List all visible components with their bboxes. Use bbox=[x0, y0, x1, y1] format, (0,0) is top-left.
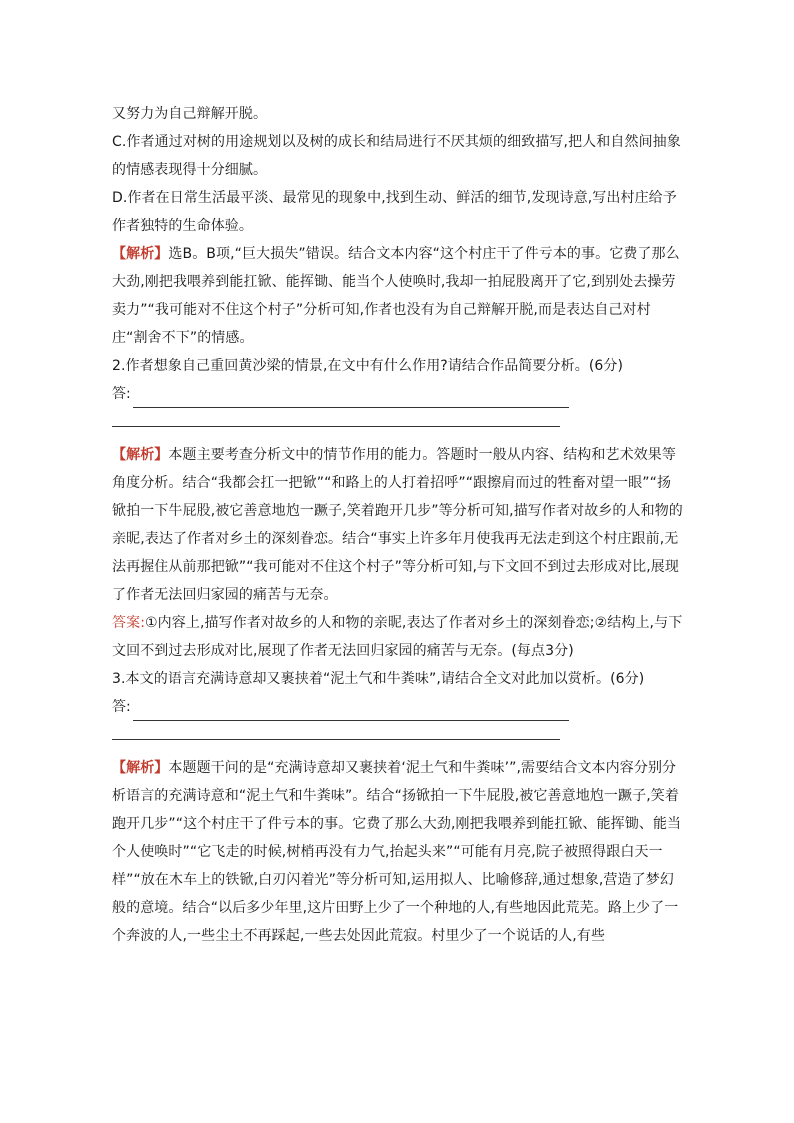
answer-input-line[interactable] bbox=[133, 389, 569, 408]
answer-input-line[interactable] bbox=[112, 739, 560, 740]
question-2: 2.作者想象自己重回黄沙梁的情景,在文中有什么作用?请结合作品简要分析。(6分) bbox=[112, 358, 624, 374]
answer-input-line[interactable] bbox=[112, 426, 560, 427]
answer-line-2 bbox=[112, 380, 684, 408]
answer-text: ①内容上,描写作者对故乡的人和物的亲昵,表达了作者对乡土的深刻眷恋;②结构上,与下文回不到过去形成对比,展现了作者无法回归家园的痛苦与无奈。(每点3分) bbox=[112, 615, 683, 659]
option-c: C.作者通过对树的用途规划以及树的成长和结局进行不厌其烦的细致描写,把人和自然间抽象的情感表现得十分细腻。 bbox=[112, 134, 681, 178]
analysis-3 bbox=[112, 754, 684, 950]
option-d: D.作者在日常生活最平淡、最常见的现象中,找到生动、鲜活的细节,发现诗意,写出村庄给予作者独特的生命体验。 bbox=[112, 190, 677, 234]
analysis-text: 本题主要考查分析文中的情节作用的能力。答题时一般从内容、结构和艺术效果等角度分析。结合“我都会扛一把锨”“和路上的人打着招呼”“跟擦肩而过的牲畜对望一眼”“扬锨拍一下牛屁股,被它善意地尥一蹶子,笑着跑开几步”等分析可知,描写作者对故乡的人和物的亲昵,表达了作者对乡土的深刻眷恋。结合“事实上许多年月使我再无法走到这个村庄跟前,无法再握住从前那把锨”“我可能对不住这个村子”等分析可知,与下文回不到过去形成对比,展现了作者无法回归家园的痛苦与无奈。 bbox=[112, 447, 683, 603]
analysis-2 bbox=[112, 441, 684, 609]
answer-2 bbox=[112, 609, 684, 665]
answer-line-3 bbox=[112, 693, 684, 721]
analysis-tag: 【解析】 bbox=[112, 760, 169, 776]
answer-input-line[interactable] bbox=[133, 702, 569, 721]
answer-prefix: 答: bbox=[112, 699, 131, 715]
analysis-tag: 【解析】 bbox=[112, 447, 169, 463]
answer-tag: 答案: bbox=[112, 615, 146, 631]
question-3: 3.本文的语言充满诗意却又裹挟着“泥土气和牛粪味”,请结合全文对此加以赏析。(6分) bbox=[112, 671, 645, 687]
analysis-text: 选B。B项,“巨大损失”错误。结合文本内容“这个村庄干了件亏本的事。它费了那么大劲,刚把我喂养到能扛锨、能挥锄、能当个人使唤时,我却一拍屁股离开了它,到别处去操劳卖力”“我可能对不住这个村子”分析可知,作者也没有为自己辩解开脱,而是表达自己对村庄“割舍不下”的情感。 bbox=[112, 246, 680, 346]
analysis-1 bbox=[112, 240, 684, 352]
analysis-text: 本题题干问的是“充满诗意却又裹挟着‘泥土气和牛粪味’”,需要结合文本内容分别分析语言的充满诗意和“泥土气和牛粪味”。结合“扬锨拍一下牛屁股,被它善意地尥一蹶子,笑着跑开几步”“这个村庄干了件亏本的事。它费了那么大劲,刚把我喂养到能扛锨、能挥锄、能当个人使唤时”“它飞走的时候,树梢再没有力气,抬起头来”“可能有月亮,院子被照得跟白天一样”“放在木车上的铁锨,白刃闪着光”等分析可知,运用拟人、比喻修辞,通过想象,营造了梦幻般的意境。结合“以后多少年里,这片田野上少了一个种地的人,有些地因此荒芜。路上少了一个奔波的人,一些尘土不再踩起,一些去处因此荒寂。村里少了一个说话的人,有些 bbox=[112, 760, 682, 944]
answer-prefix: 答: bbox=[112, 386, 131, 402]
paragraph-p1: 又努力为自己辩解开脱。 bbox=[112, 106, 268, 122]
analysis-tag: 【解析】 bbox=[112, 246, 169, 262]
